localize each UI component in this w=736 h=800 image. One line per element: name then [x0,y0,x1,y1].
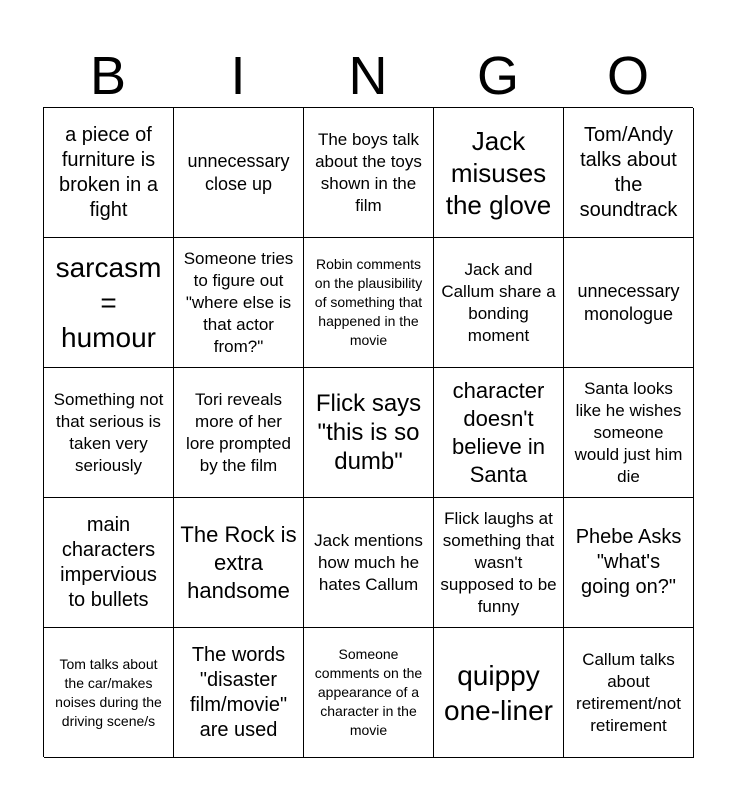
bingo-cell-r4-c1[interactable] [44,498,174,628]
bingo-cell-text: unnecessary close up [187,150,290,194]
bingo-cell-r5-c4[interactable] [434,628,564,758]
bingo-cell-text: The boys talk about the toys shown in the film [315,129,422,215]
bingo-cell-r2-c2[interactable] [174,238,304,368]
bingo-cell-text: Santa looks like he wishes someone would just him die [574,378,683,486]
bingo-cell-r1-c1[interactable] [44,108,174,238]
bingo-cell-text: Tom/Andy talks about the soundtrack [579,123,678,221]
bingo-cell-text: sarcasm = humour [55,252,162,353]
bingo-cell-text: a piece of furniture is broken in a fight [59,123,158,221]
header-letter-i: I [230,46,246,106]
bingo-cell-r5-c1[interactable] [44,628,174,758]
bingo-cell-r4-c5[interactable] [564,498,694,628]
bingo-cell-r1-c3[interactable] [304,108,434,238]
bingo-cell-r5-c5[interactable] [564,628,694,758]
bingo-cell-r2-c1[interactable] [44,238,174,368]
bingo-cell-r2-c5[interactable] [564,238,694,368]
bingo-cell-r4-c4[interactable] [434,498,564,628]
bingo-cell-text: Robin comments on the plausibility of something that happened in the movie [314,256,423,348]
bingo-cell-text: Flick says "this is so dumb" [315,390,422,475]
bingo-cell-text: Something not that serious is taken very seriously [53,389,164,475]
bingo-cell-r3-c1[interactable] [44,368,174,498]
bingo-cell-text: Tori reveals more of her lore prompted by the film [186,389,291,475]
bingo-cell-text: Someone tries to figure out "where else is that actor from?" [183,248,294,356]
bingo-cell-r5-c3[interactable] [304,628,434,758]
header-letter-g: G [476,46,519,106]
bingo-cell-r1-c4[interactable] [434,108,564,238]
header-letter-o: O [606,46,649,106]
bingo-cell-r4-c3[interactable] [304,498,434,628]
bingo-cell-r3-c4[interactable] [434,368,564,498]
header-letter-n: N [348,46,388,106]
bingo-cell-r3-c5[interactable] [564,368,694,498]
bingo-cell-text: character doesn't believe in Santa [452,377,545,487]
bingo-cell-text: Jack and Callum share a bonding moment [441,259,556,345]
bingo-cell-text: Someone comments on the appearance of a character in the movie [314,646,423,738]
bingo-cell-text: Tom talks about the car/makes noises during the driving scene/s [55,655,162,729]
bingo-cell-r1-c2[interactable] [174,108,304,238]
bingo-grid [43,107,693,757]
bingo-header [43,44,693,108]
bingo-cell-text: Callum talks about retirement/not retirement [576,649,681,735]
bingo-cell-r3-c2[interactable] [174,368,304,498]
bingo-cell-text: Flick laughs at something that wasn't supposed to be funny [440,508,557,616]
bingo-cell-r3-c3[interactable] [304,368,434,498]
bingo-cell-text: The Rock is extra handsome [180,521,297,603]
bingo-cell-r5-c2[interactable] [174,628,304,758]
bingo-cell-r4-c2[interactable] [174,498,304,628]
bingo-cell-text: main characters impervious to bullets [60,513,157,611]
bingo-cell-text: Phebe Asks "what's going on?" [575,526,682,598]
header-letter-b: B [89,46,127,106]
bingo-cell-text: Jack misuses the glove [445,125,552,220]
bingo-cell-text: Jack mentions how much he hates Callum [314,530,423,594]
bingo-cell-r2-c3[interactable] [304,238,434,368]
bingo-cell-text: The words "disaster film/movie" are used [189,643,288,741]
bingo-cell-text: unnecessary monologue [577,280,680,324]
bingo-cell-r2-c4[interactable] [434,238,564,368]
bingo-cell-text: quippy one-liner [444,659,553,726]
bingo-cell-r1-c5[interactable] [564,108,694,238]
